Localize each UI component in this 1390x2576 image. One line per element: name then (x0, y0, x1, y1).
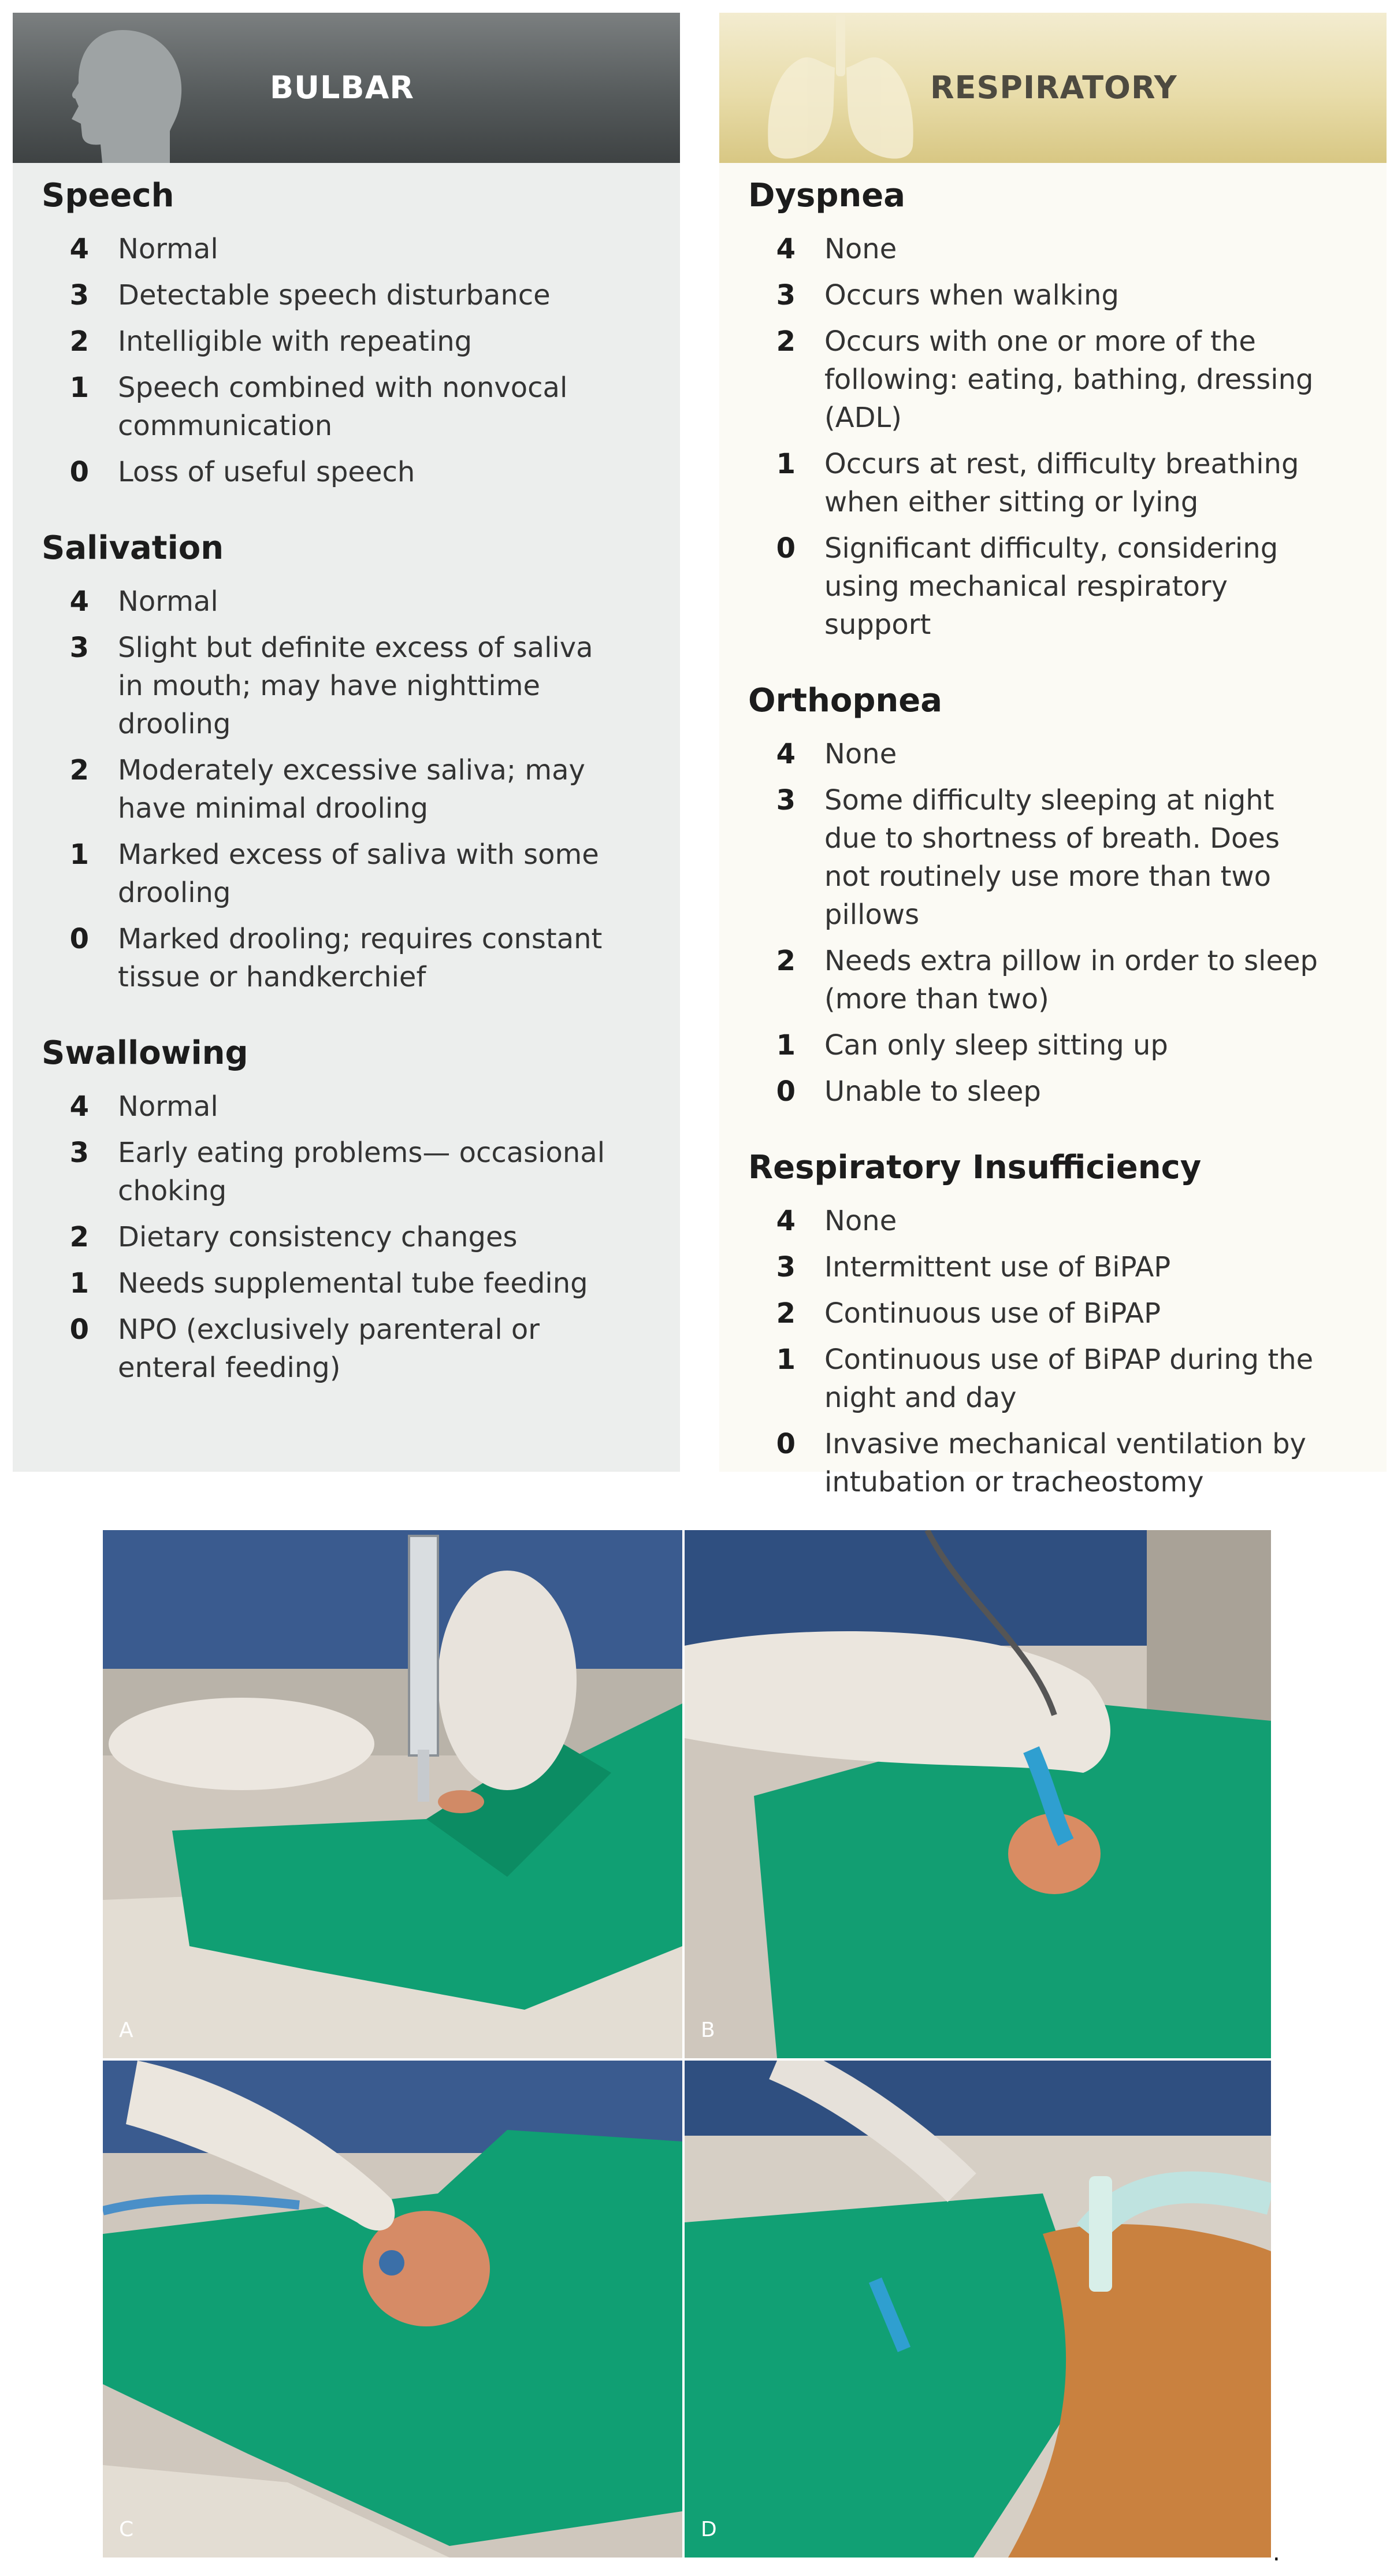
list-item (42, 751, 680, 827)
score: 2 (776, 325, 796, 358)
score: 1 (776, 1343, 796, 1376)
list-item (42, 276, 680, 314)
score: 0 (69, 456, 89, 488)
section-title: Dyspnea (748, 177, 906, 214)
section-title: Swallowing (42, 1034, 248, 1072)
score: 0 (69, 923, 89, 955)
list-item (42, 920, 680, 996)
photo-c (103, 2061, 682, 2558)
list-item (42, 369, 680, 445)
description: Needs extra pillow in order to sleep (more than two) (824, 945, 1318, 1015)
description: Normal (118, 233, 218, 265)
description: Occurs at rest, difficulty breathing when either sitting or lying (824, 448, 1299, 518)
score: 0 (69, 1313, 89, 1346)
list-item (748, 1026, 1387, 1064)
score: 0 (776, 1075, 796, 1108)
description: Unable to sleep (824, 1075, 1041, 1108)
score: 2 (776, 1297, 796, 1330)
procedure-photo-grid (103, 1530, 1271, 2558)
list-item (42, 629, 680, 743)
list-item (748, 1341, 1387, 1417)
list-item (748, 322, 1387, 437)
score: 0 (776, 532, 796, 565)
list-item (42, 836, 680, 912)
score: 4 (776, 1205, 796, 1237)
description: None (824, 738, 897, 770)
score: 4 (69, 585, 89, 618)
respiratory-title: RESPIRATORY (930, 69, 1177, 106)
photo-label: B (701, 2018, 715, 2042)
bulbar-panel (13, 13, 680, 1472)
photo-label: D (701, 2518, 717, 2541)
description: Continuous use of BiPAP during the night and day (824, 1343, 1314, 1414)
score: 2 (776, 945, 796, 977)
respiratory-content (719, 163, 1387, 1501)
photo-label: A (119, 2018, 133, 2042)
description: Some difficulty sleeping at night due to shortness of breath. Does not routinely use more than two pillows (824, 784, 1280, 931)
section-speech (42, 175, 680, 491)
list-item (42, 1218, 680, 1256)
description: Marked drooling; requires constant tissue or handkerchief (118, 923, 603, 993)
score: 1 (69, 372, 89, 404)
list-item (748, 276, 1387, 314)
description: Detectable speech disturbance (118, 279, 551, 311)
section-swallowing (42, 1032, 680, 1387)
score: 2 (69, 1221, 89, 1253)
description: Continuous use of BiPAP (824, 1297, 1161, 1330)
photo-d (685, 2061, 1271, 2558)
description: NPO (exclusively parenteral or enteral feeding) (118, 1313, 540, 1384)
respiratory-panel (719, 13, 1387, 1498)
bulbar-banner (13, 13, 680, 163)
section-respiratory-insufficiency (748, 1146, 1387, 1501)
list-item (748, 529, 1387, 644)
list-item (42, 230, 680, 268)
description: Intelligible with repeating (118, 325, 473, 358)
section-dyspnea (748, 175, 1387, 644)
section-title: Speech (42, 177, 174, 214)
description: Intermittent use of BiPAP (824, 1251, 1171, 1283)
description: Slight but definite excess of saliva in mouth; may have nighttime drooling (118, 632, 593, 740)
list-item (42, 1134, 680, 1210)
score: 4 (69, 1090, 89, 1123)
description: Dietary consistency changes (118, 1221, 518, 1253)
description: Moderately excessive saliva; may have minimal drooling (118, 754, 585, 825)
list-item (42, 1087, 680, 1126)
section-orthopnea (748, 680, 1387, 1111)
list-item (748, 781, 1387, 934)
score: 3 (69, 1137, 89, 1169)
description: Loss of useful speech (118, 456, 415, 488)
score: 3 (776, 784, 796, 816)
list-item (748, 445, 1387, 521)
description: Occurs with one or more of the following: eating, bathing, dressing (ADL) (824, 325, 1314, 434)
section-title: Respiratory Insufficiency (748, 1149, 1202, 1186)
score: 1 (69, 1267, 89, 1300)
list-item (748, 1248, 1387, 1286)
score: 4 (776, 233, 796, 265)
score: 3 (776, 279, 796, 311)
score: 1 (776, 1029, 796, 1061)
respiratory-banner (719, 13, 1387, 163)
score: 3 (69, 632, 89, 664)
description: Invasive mechanical ventilation by intubation or tracheostomy (824, 1428, 1306, 1498)
photo-b (685, 1530, 1271, 2058)
score: 4 (776, 738, 796, 770)
photo-label: C (119, 2518, 134, 2541)
description: Speech combined with nonvocal communication (118, 372, 568, 442)
description: None (824, 233, 897, 265)
description: Needs supplemental tube feeding (118, 1267, 588, 1300)
list-item (42, 322, 680, 361)
trailing-mark: . (1273, 2540, 1280, 2566)
description: Early eating problems— occasional choking (118, 1137, 605, 1207)
bulbar-content (13, 163, 680, 1387)
list-item (748, 735, 1387, 773)
bulbar-title: BULBAR (270, 69, 414, 106)
description: Significant difficulty, considering using mechanical respiratory support (824, 532, 1278, 641)
list-item (748, 230, 1387, 268)
list-item (748, 1072, 1387, 1111)
score: 2 (69, 754, 89, 786)
section-title: Salivation (42, 529, 224, 567)
list-item (748, 1202, 1387, 1240)
description: None (824, 1205, 897, 1237)
list-item (42, 1311, 680, 1387)
score: 4 (69, 233, 89, 265)
list-item (748, 1294, 1387, 1332)
score: 0 (776, 1428, 796, 1460)
section-title: Orthopnea (748, 682, 943, 719)
description: Normal (118, 585, 218, 618)
list-item (42, 1264, 680, 1302)
description: Occurs when walking (824, 279, 1119, 311)
list-item (748, 942, 1387, 1018)
section-salivation (42, 527, 680, 996)
score: 3 (69, 279, 89, 311)
list-item (748, 1425, 1387, 1501)
score: 3 (776, 1251, 796, 1283)
score: 1 (69, 838, 89, 871)
description: Can only sleep sitting up (824, 1029, 1168, 1061)
list-item (42, 582, 680, 621)
description: Normal (118, 1090, 218, 1123)
score: 2 (69, 325, 89, 358)
description: Marked excess of saliva with some drooling (118, 838, 599, 909)
list-item (42, 453, 680, 491)
score: 1 (776, 448, 796, 480)
photo-a (103, 1530, 682, 2058)
